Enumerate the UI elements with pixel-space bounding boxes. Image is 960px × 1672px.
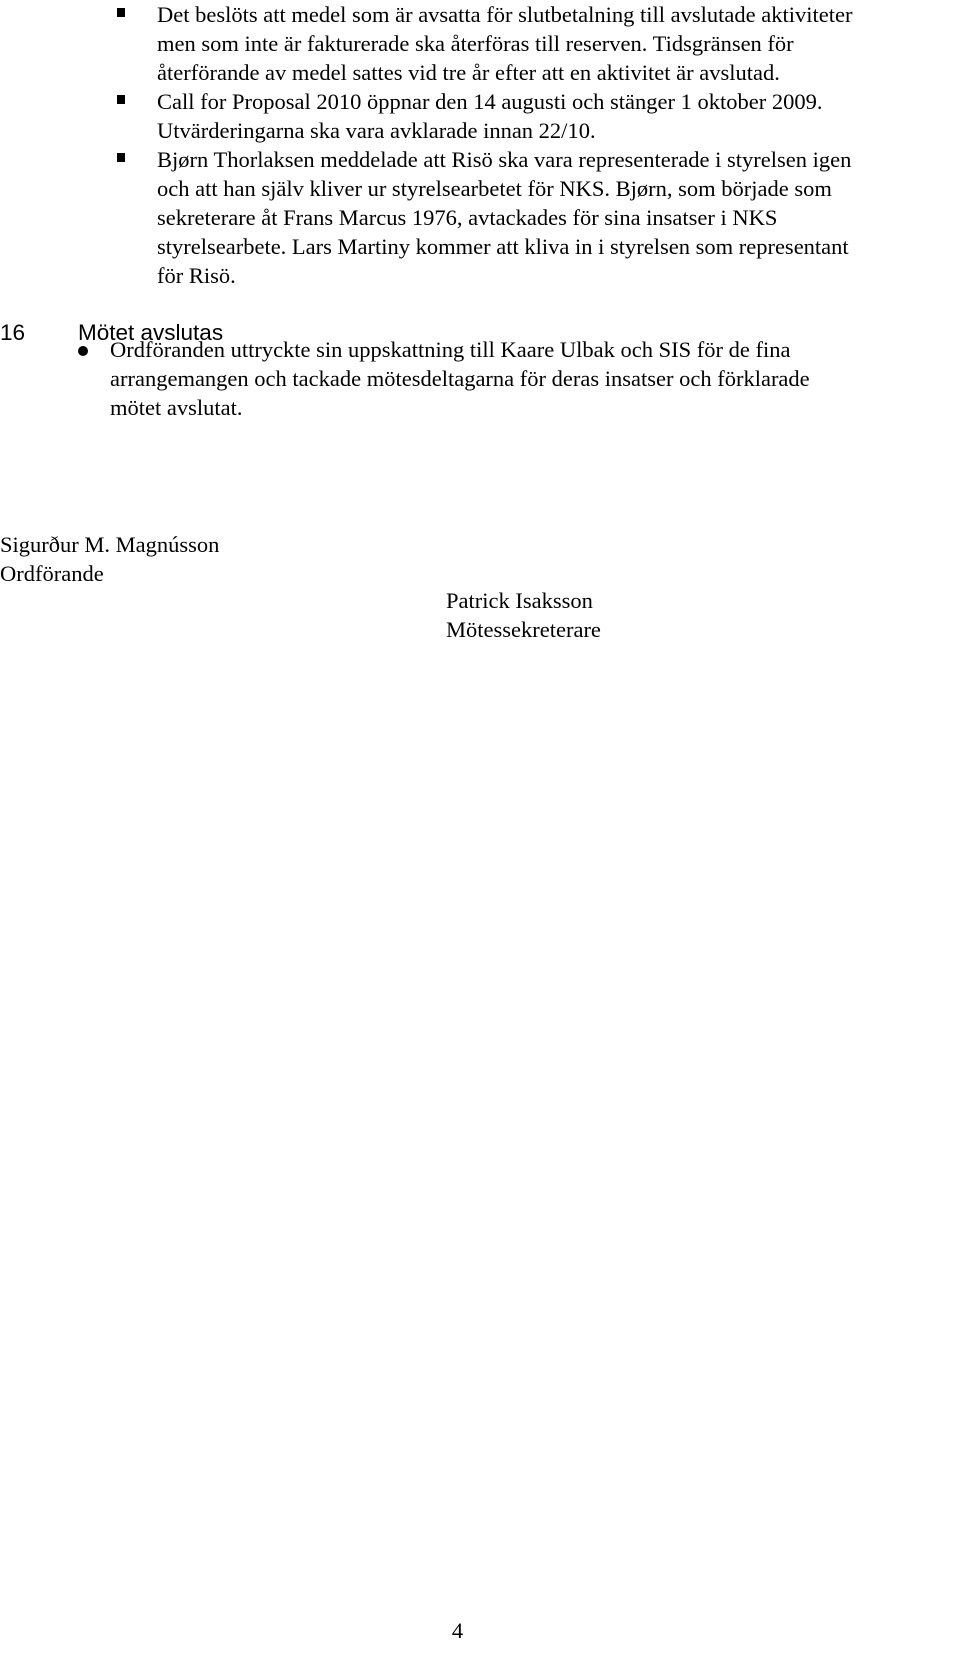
section-title: Mötet avslutas (78, 320, 224, 345)
decision-bullet-list (115, 0, 935, 290)
signature-name: Patrick Isaksson (446, 588, 593, 613)
text-line: arrangemangen och tackade mötesdeltagarna för deras insatser och förklarade (110, 366, 810, 391)
signature-role: Ordförande (0, 561, 104, 586)
text-line: och att han själv kliver ur styrelsearbetet för NKS. Bjørn, som började som (157, 176, 832, 201)
text-line: Call for Proposal 2010 öppnar den 14 augusti och stänger 1 oktober 2009. (157, 89, 823, 114)
closing-bullet-item (78, 335, 960, 422)
text-line: Ordföranden uttryckte sin uppskattning till Kaare Ulbak och SIS för de fina (110, 337, 791, 362)
chairman-signature (0, 530, 219, 588)
signature-role: Mötessekreterare (446, 617, 601, 642)
text-line: Bjørn Thorlaksen meddelade att Risö ska vara representerade i styrelsen igen (157, 147, 852, 172)
signature-name: Sigurður M. Magnússon (0, 532, 220, 557)
square-bullet-icon (117, 95, 125, 104)
square-bullet-icon (117, 153, 125, 162)
bullet-item-board-change (115, 145, 935, 290)
section-number: 16 (0, 320, 26, 345)
text-line: för Risö. (157, 263, 236, 288)
text-line: Utvärderingarna ska vara avklarade innan 22/10. (157, 118, 596, 143)
secretary-signature (446, 586, 601, 644)
round-bullet-icon (78, 346, 88, 356)
bullet-item-call-for-proposal (115, 87, 935, 145)
text-line: mötet avslutat. (110, 395, 243, 420)
text-line: men som inte är fakturerade ska återföras till reserven. Tidsgränsen för (157, 31, 794, 56)
bullet-item-reserve (115, 0, 935, 87)
text-line: Det beslöts att medel som är avsatta för slutbetalning till avslutade aktiviteter (157, 2, 853, 27)
text-line: sekreterare åt Frans Marcus 1976, avtackades för sina insatser i NKS (157, 205, 778, 230)
text-line: återförande av medel sattes vid tre år efter att en aktivitet är avslutad. (157, 60, 780, 85)
text-line: styrelsearbete. Lars Martiny kommer att kliva in i styrelsen som representant (157, 234, 849, 259)
page-number: 4 (451, 1618, 464, 1643)
square-bullet-icon (117, 8, 125, 17)
